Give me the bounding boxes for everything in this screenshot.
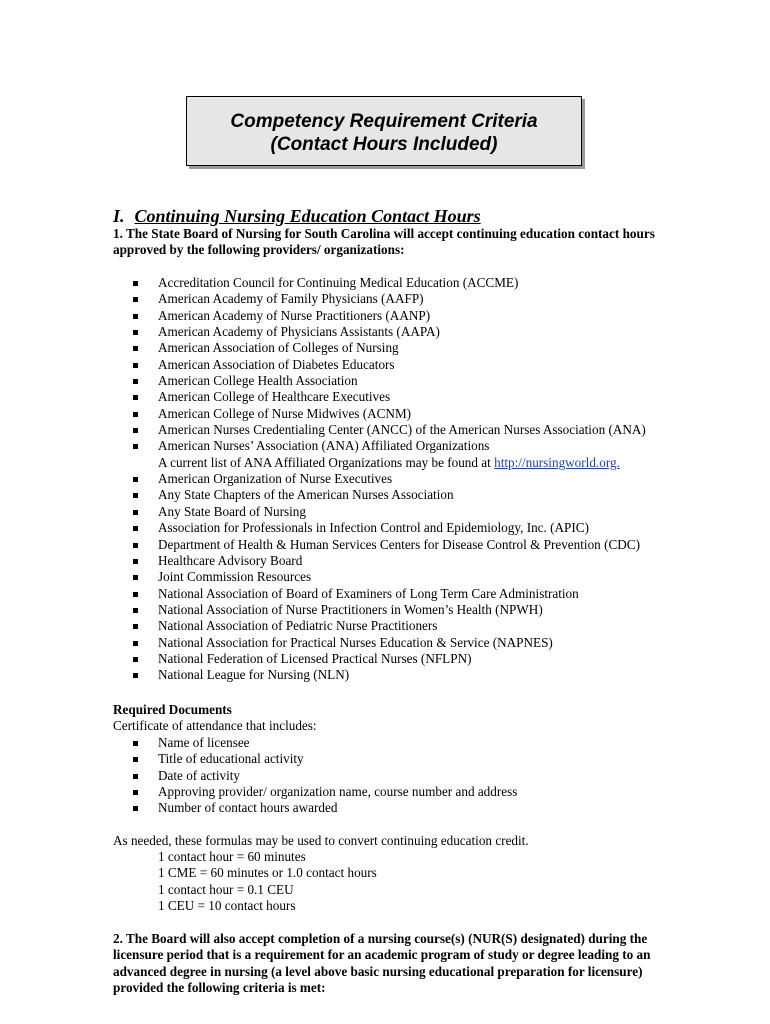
provider-item: American Academy of Nurse Practitioners (AANP)	[113, 308, 646, 324]
provider-item: Any State Chapters of the American Nurses Association	[113, 487, 646, 503]
item2-line: 2. The Board will also accept completion of a nursing course(s) (NUR(S) designated) during the	[113, 931, 648, 946]
provider-item: National Association of Board of Examiners of Long Term Care Administration	[113, 586, 646, 602]
bullet-icon	[133, 806, 138, 811]
bullet-icon	[133, 314, 138, 319]
provider-item: Joint Commission Resources	[113, 569, 646, 585]
section-title: Continuing Nursing Education Contact Hours	[134, 206, 481, 226]
provider-item: American Academy of Family Physicians (AAFP)	[113, 291, 646, 307]
bullet-icon	[133, 575, 138, 580]
provider-item: American Association of Diabetes Educators	[113, 357, 646, 373]
item2-text	[113, 931, 650, 997]
bullet-icon	[133, 741, 138, 746]
provider-item: National Association for Practical Nurses Education & Service (NAPNES)	[113, 635, 646, 651]
formula-line: 1 CME = 60 minutes or 1.0 contact hours	[158, 865, 377, 881]
document-subtitle: (Contact Hours Included)	[270, 134, 498, 155]
provider-item: Association for Professionals in Infection Control and Epidemiology, Inc. (APIC)	[113, 520, 646, 536]
bullet-icon	[133, 608, 138, 613]
bullet-icon	[133, 363, 138, 368]
bullet-icon	[133, 559, 138, 564]
bullet-icon	[133, 757, 138, 762]
section-heading	[113, 205, 481, 227]
title-box	[186, 96, 582, 166]
formula-line: 1 contact hour = 0.1 CEU	[158, 881, 294, 897]
item1-line: approved by the following providers/ organizations:	[113, 242, 405, 258]
required-docs-intro: Certificate of attendance that includes:	[113, 718, 317, 733]
bullet-icon	[133, 297, 138, 302]
required-docs-heading: Required Documents	[113, 702, 232, 717]
bullet-icon	[133, 657, 138, 662]
item1-text	[113, 226, 655, 259]
bullet-icon	[133, 412, 138, 417]
provider-item: American College Health Association	[113, 373, 646, 389]
bullet-icon	[133, 641, 138, 646]
bullet-icon	[133, 790, 138, 795]
ana-note: A current list of ANA Affiliated Organizations may be found at http://nursingworld.org.	[158, 454, 620, 470]
bullet-icon	[133, 477, 138, 482]
provider-item: American Nurses’ Association (ANA) Affiliated Organizations A current list of ANA Affiliated Organizations may be found at http://nursingworld.org.	[113, 438, 646, 471]
nursingworld-link[interactable]: http://nursingworld.org.	[494, 454, 620, 470]
provider-item: American College of Healthcare Executives	[113, 389, 646, 405]
provider-item: American Association of Colleges of Nursing	[113, 340, 646, 356]
formula-line: 1 CEU = 10 contact hours	[158, 898, 296, 914]
bullet-icon	[133, 526, 138, 531]
bullet-icon	[133, 444, 138, 449]
provider-item: Any State Board of Nursing	[113, 504, 646, 520]
provider-item: Accreditation Council for Continuing Medical Education (ACCME)	[113, 275, 646, 291]
bullet-icon	[133, 379, 138, 384]
provider-item: American College of Nurse Midwives (ACNM)	[113, 406, 646, 422]
provider-item: Healthcare Advisory Board	[113, 553, 646, 569]
bullet-icon	[133, 346, 138, 351]
bullet-icon	[133, 624, 138, 629]
bullet-icon	[133, 592, 138, 597]
item2-line: provided the following criteria is met:	[113, 980, 326, 996]
required-doc-item: Approving provider/ organization name, course number and address	[113, 784, 517, 800]
required-doc-item: Number of contact hours awarded	[113, 800, 517, 816]
bullet-icon	[133, 774, 138, 779]
provider-item: National Federation of Licensed Practical Nurses (NFLPN)	[113, 651, 646, 667]
bullet-icon	[133, 493, 138, 498]
provider-item: National Association of Nurse Practitioners in Women’s Health (NPWH)	[113, 602, 646, 618]
bullet-icon	[133, 673, 138, 678]
section-number: I.	[113, 206, 125, 226]
provider-item: National League for Nursing (NLN)	[113, 667, 646, 683]
bullet-icon	[133, 395, 138, 400]
formula-line: 1 contact hour = 60 minutes	[158, 849, 306, 864]
required-doc-item: Date of activity	[113, 768, 517, 784]
required-doc-item: Name of licensee	[113, 735, 517, 751]
providers-list	[113, 275, 646, 684]
provider-item: American Nurses Credentialing Center (ANCC) of the American Nurses Association (ANA)	[113, 422, 646, 438]
document-title: Competency Requirement Criteria	[230, 111, 538, 132]
bullet-icon	[133, 510, 138, 515]
formulas-intro: As needed, these formulas may be used to convert continuing education credit.	[113, 833, 529, 848]
provider-item: American Organization of Nurse Executives	[113, 471, 646, 487]
bullet-icon	[133, 330, 138, 335]
provider-item: American Academy of Physicians Assistants (AAPA)	[113, 324, 646, 340]
required-docs-list	[113, 735, 517, 817]
formulas-list	[158, 849, 377, 915]
bullet-icon	[133, 543, 138, 548]
provider-item: Department of Health & Human Services Centers for Disease Control & Prevention (CDC)	[113, 537, 646, 553]
required-doc-item: Title of educational activity	[113, 751, 517, 767]
bullet-icon	[133, 428, 138, 433]
provider-item: National Association of Pediatric Nurse Practitioners	[113, 618, 646, 634]
item1-line: 1. The State Board of Nursing for South Carolina will accept continuing education contact hours	[113, 226, 655, 241]
bullet-icon	[133, 281, 138, 286]
item2-line: advanced degree in nursing (a level above basic nursing educational preparation for licensure)	[113, 963, 643, 979]
item2-line: licensure period that is a requirement for an academic program of study or degree leading to an	[113, 947, 651, 963]
